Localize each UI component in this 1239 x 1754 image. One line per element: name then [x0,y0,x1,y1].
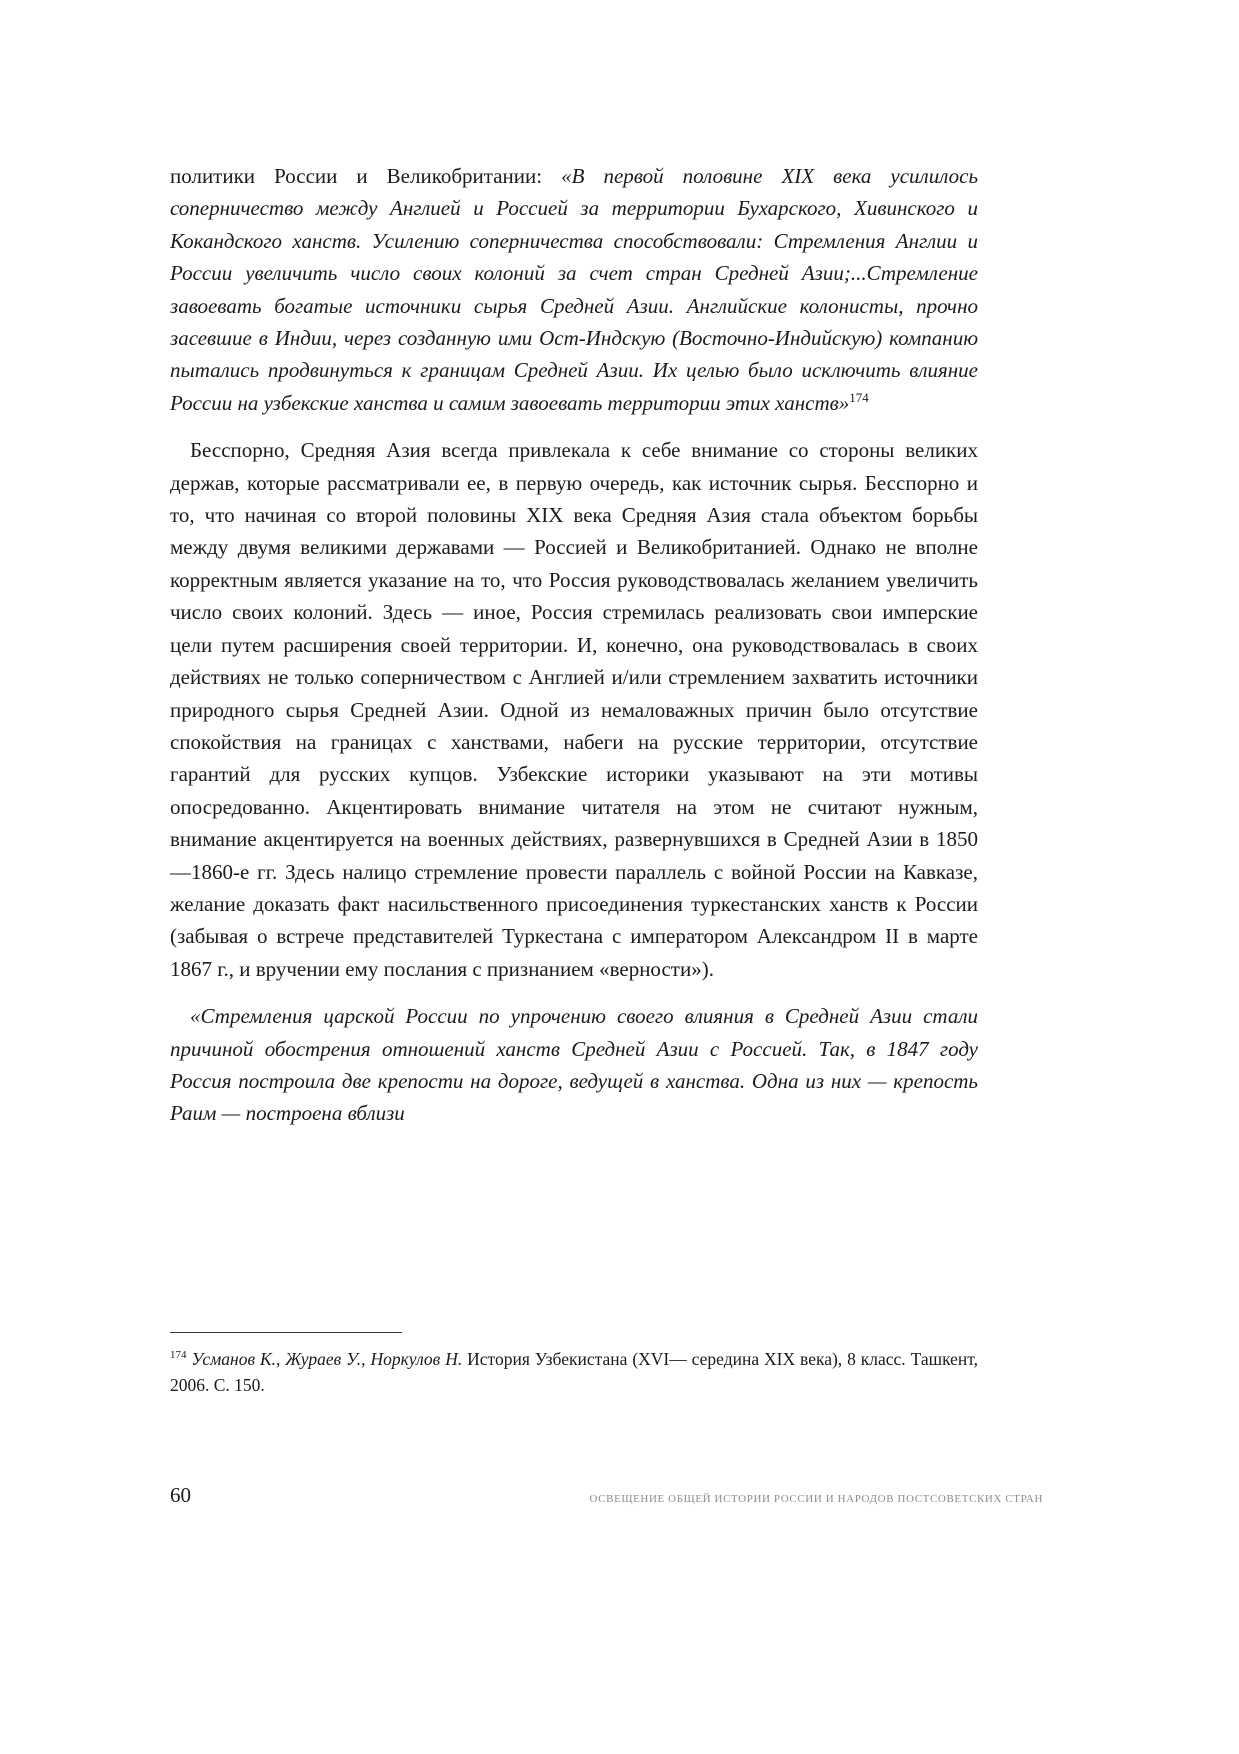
paragraph-closing-quote: «Стремления царской России по упрочению своего влияния в Средней Азии стали причиной обострения отношений ханств Средней Азии с Россией. Так, в 1847 году Россия построила две крепости на дороге, ведущей в ханства. Одна из них — крепость Раим — построена вблизи [170,1004,978,1126]
paragraph-body: Бесспорно, Средняя Азия всегда привлекала к себе внимание со стороны великих держав, которые рассматривали ее, в первую очередь, как источник сырья. Бесспорно и то, что начиная со второй половины XIX века Средняя Азия стала объектом борьбы между двумя великими державами — Россией и Великобританией. Однако не вполне корректным является указание на то, что Россия руководствовалась желанием увеличить число своих колоний. Здесь — иное, Россия стремилась реализовать свои имперские цели путем расширения своей территории. И, конечно, она руководствовалась в своих действиях не только соперничеством с Англией и/или стремлением захватить источники природного сырья Средней Азии. Одной из немаловажных причин было отсутствие спокойствия на границах с ханствами, набеги на русские территории, отсутствие гарантий для русских купцов. Узбекские историки указывают на эти мотивы опосредованно. Акцентировать внимание читателя на этом не считают нужным, внимание акцентируется на военных действиях, развернувшихся в Средней Азии в 1850—1860-е гг. Здесь налицо стремление провести параллель с войной России на Кавказе, желание доказать факт насильственного присоединения туркестанских ханств к России (забывая о встрече представителей Туркестана с императором Александром II в марте 1867 г., и вручении ему послания с признанием «верности»). [170,438,978,981]
footnote-authors: Усманов К., Жураев У., Норкулов Н. [191,1349,463,1369]
paragraph-quote-intro [170,160,978,419]
block-quotation-text: «В первой половине XIX века усилилось соперничество между Англией и Россией за территории Бухарского, Хивинского и Кокандского ханств. Усилению соперничества способствовали: Стремления Англии и России увеличить число своих колоний за счет стран Средней Азии;...Стремление завоевать богатые источники сырья Средней Азии. Английские колонисты, прочно засевшие в Индии, через созданную ими Ост-Индскую (Восточно-Индийскую) компанию пытались продвинуться к границам Средней Азии. Их целью было исключить влияние России на узбекские ханства и самим завоевать территории этих ханств» [170,164,978,415]
footnote-ref-marker: 174 [849,389,869,405]
footnote-citation-text: История Узбекистана (XVI— середина XIX века), 8 класс. Ташкент, 2006. С. 150. [170,1349,978,1395]
page-number: 60 [170,1483,191,1507]
paragraph-lead-text: политики России и Великобритании: [170,164,562,188]
footnote-separator [170,1332,402,1333]
running-footer-title: ОСВЕЩЕНИЕ ОБЩЕЙ ИСТОРИИ РОССИИ И НАРОДОВ ПОСТСОВЕТСКИХ СТРАН [589,1493,1043,1505]
footnote-number: 174 [170,1349,187,1362]
main-text-column [170,160,978,1130]
page-footer [170,1483,1043,1508]
footnote-section [170,1332,978,1398]
footnote-entry [170,1346,978,1398]
